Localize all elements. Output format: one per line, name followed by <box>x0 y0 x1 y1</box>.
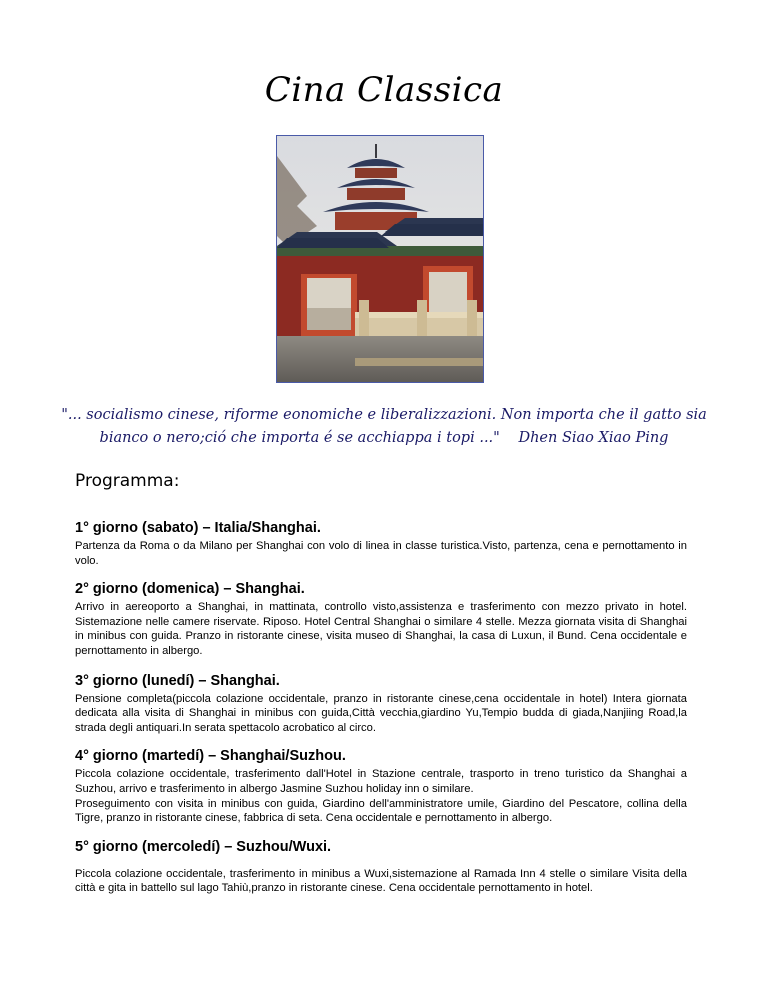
itinerary <box>75 520 687 909</box>
quote-text: "... socialismo cinese, riforme eonomiche e liberalizzazioni. Non importa che il gatto sia bianco o nero;ció che importa é se acchiappa i topi ..." <box>61 407 707 446</box>
temple-of-heaven-photo <box>276 135 484 383</box>
day-section <box>75 839 687 896</box>
day-description: Pensione completa(piccola colazione occidentale, pranzo in ristorante cinese,cena occidentale in hotel) Intera giornata dedicata alla visita di Shanghai in minibus con guida,Città vecchia,giardino Yu,Tempio budda di giada,Nanjiing Road,la strada degli antiquari.In serata spettacolo acrobatico al circo. <box>75 692 687 734</box>
day-heading: 5° giorno (mercoledí) – Suzhou/Wuxi. <box>75 838 332 855</box>
day-heading: 2° giorno (domenica) – Shanghai. <box>75 581 305 598</box>
day-heading: 1° giorno (sabato) – Italia/Shanghai. <box>75 520 321 536</box>
day-section <box>75 581 687 658</box>
day-heading: 3° giorno (lunedí) – Shanghai. <box>75 672 280 689</box>
day-description: Piccola colazione occidentale, trasferimento dall'Hotel in Stazione centrale, trasporto in treno turistico da Shanghai a Suzhou, arrivo e trasferimento in albergo Jasmine Suzhou holiday inn o similare. <box>75 768 687 795</box>
quote <box>60 404 708 450</box>
day-section <box>75 673 687 736</box>
day-section <box>75 520 687 568</box>
day-heading: 4° giorno (martedí) – Shanghai/Suzhou. <box>75 748 346 765</box>
quote-author: Dhen Siao Xiao Ping <box>518 430 669 446</box>
day-description: Arrivo in aereoporto a Shanghai, in mattinata, controllo visto,assistenza e trasferimento con mezzo privato in hotel. Sistemazione nelle camere riservate. Riposo. Hotel Central Shanghai o similare 4 stelle. Mezza giornata visita di Shanghai in minibus con guida. Pranzo in ristorante cinese, visita museo di Shanghai, la casa di Luxun, il Bund. Cena occidentale e pernottamento in albergo. <box>75 601 687 657</box>
day-section <box>75 748 687 825</box>
day-description: Proseguimento con visita in minibus con guida, Giardino dell'amministratore umile, Giardino del Pescatore, collina della Tigre, pranzo in ristorante cinese, fabbrica di seta. Cena occidentale e pernottamento in albergo. <box>75 797 687 825</box>
day-description: Partenza da Roma o da Milano per Shanghai con volo di linea in classe turistica.Visto, partenza, cena e pernottamento in volo. <box>75 540 687 567</box>
document-title: Cina Classica <box>264 70 504 110</box>
day-description: Piccola colazione occidentale, trasferimento in minibus a Wuxi,sistemazione al Ramada Inn 4 stelle o similare Visita della città e gita in battello sul lago Tahiù,pranzo in ristorante cinese. Cena occidentale pernottamento in hotel. <box>75 867 687 895</box>
program-heading: Programma: <box>75 471 180 491</box>
